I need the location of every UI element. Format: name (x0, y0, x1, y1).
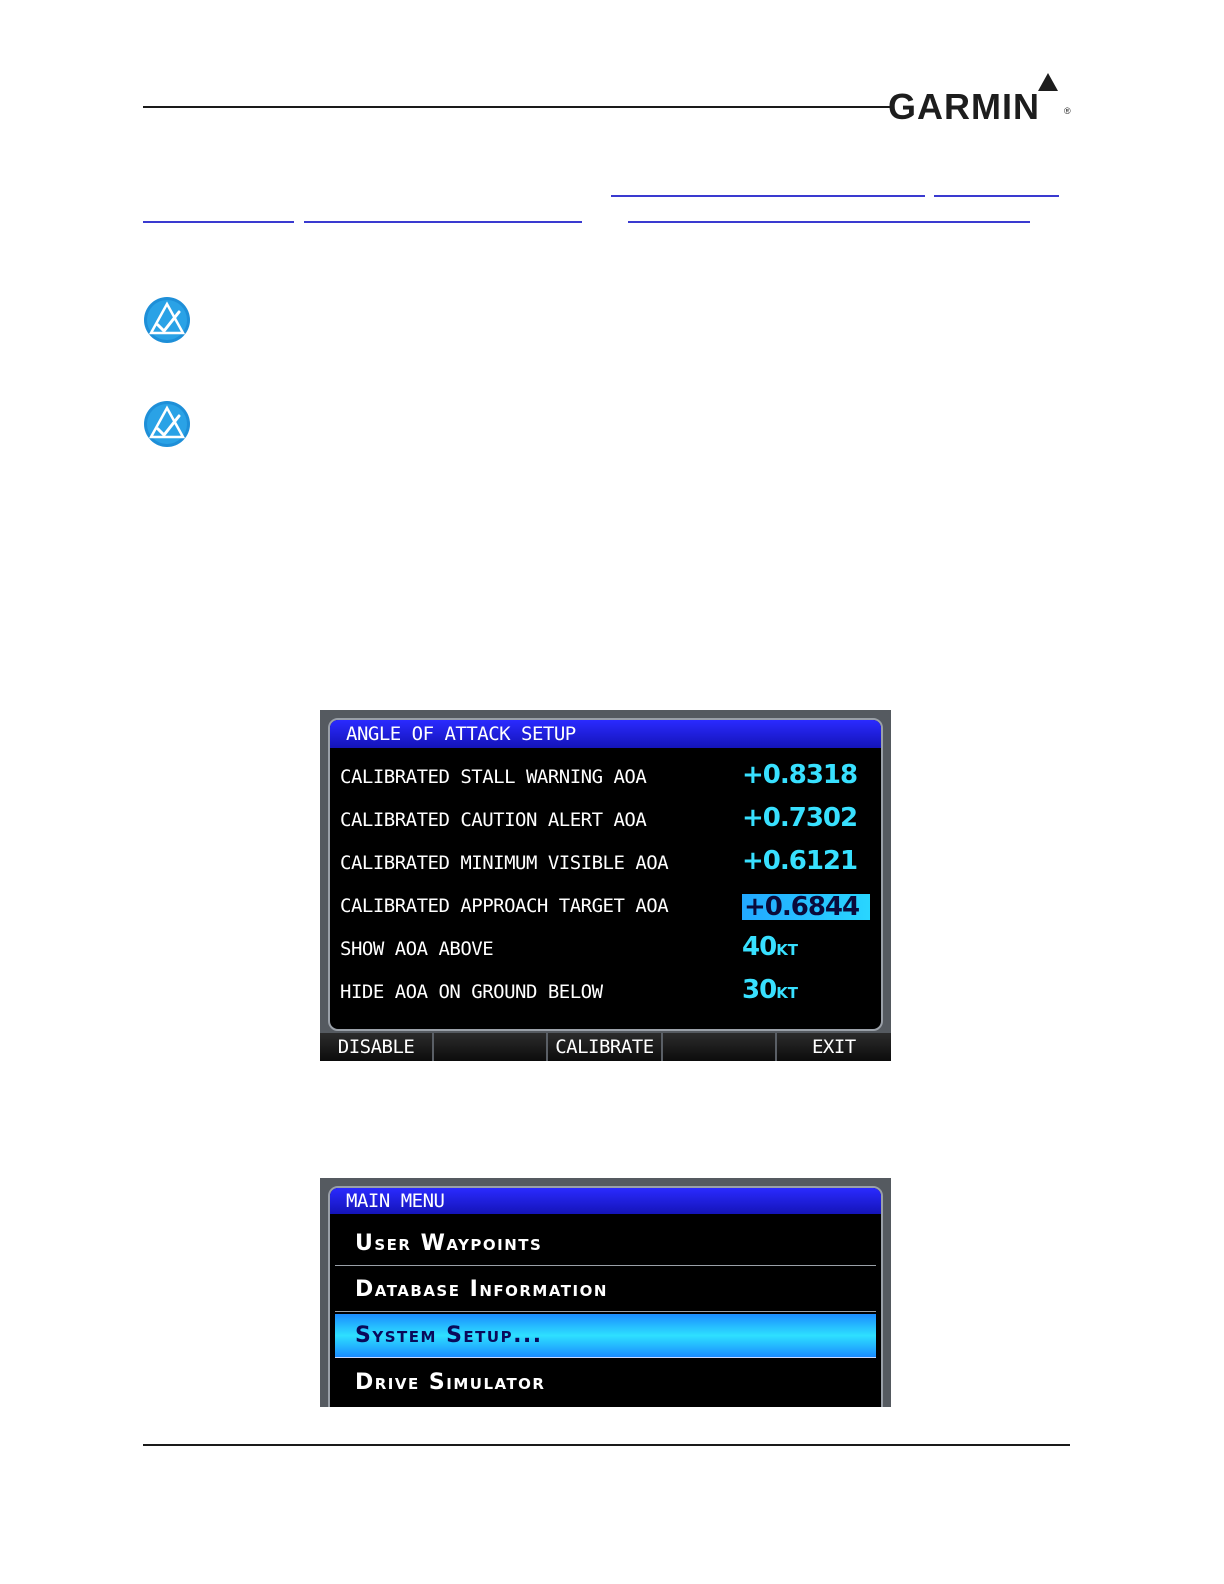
unit-label: KT (776, 941, 799, 959)
cross-reference-link-4[interactable] (304, 221, 582, 223)
brand-wordmark: GARMIN (888, 86, 1040, 127)
garmin-logo (888, 70, 1073, 126)
garmin-delta-icon (1037, 72, 1059, 92)
softkey-disable[interactable]: DISABLE (320, 1033, 434, 1061)
cross-reference-link-5[interactable] (628, 221, 1030, 223)
aoa-row-value-selected[interactable]: +0.6844 (742, 894, 870, 920)
menu-item-system-setup[interactable]: System Setup... (335, 1314, 876, 1358)
aoa-row-value[interactable]: +0.6121 (742, 846, 858, 876)
aoa-setup-panel (328, 718, 883, 1031)
aoa-row-label: SHOW AOA ABOVE (340, 938, 494, 960)
aoa-row-value[interactable]: 40KT (742, 932, 799, 962)
softkey-exit[interactable]: EXIT (777, 1033, 891, 1061)
menu-item-drive-simulator[interactable]: Drive Simulator (355, 1370, 546, 1395)
softkey-blank-2[interactable] (434, 1033, 548, 1061)
registered-mark: ® (1064, 106, 1071, 116)
aoa-row-value[interactable]: +0.8318 (742, 760, 858, 790)
softkey-bar (320, 1033, 891, 1061)
aoa-row-label: HIDE AOA ON GROUND BELOW (340, 981, 603, 1003)
aoa-row-approach-target[interactable] (340, 887, 875, 927)
main-menu-panel (328, 1186, 883, 1407)
menu-item-database-information[interactable]: Database Information (335, 1268, 876, 1312)
aoa-row-label: CALIBRATED APPROACH TARGET AOA (340, 895, 669, 917)
softkey-calibrate[interactable]: CALIBRATE (548, 1033, 662, 1061)
aoa-row-stall-warning[interactable] (340, 758, 875, 798)
cross-reference-link-1[interactable] (611, 195, 925, 197)
aoa-row-show-above[interactable] (340, 930, 875, 970)
cross-reference-link-2[interactable] (934, 195, 1059, 197)
cross-reference-link-3[interactable] (143, 221, 294, 223)
aoa-row-hide-on-ground[interactable] (340, 973, 875, 1013)
aoa-setup-screen (320, 710, 891, 1061)
main-menu-title: MAIN MENU (330, 1188, 881, 1214)
main-menu-screen (320, 1178, 891, 1407)
aoa-row-label: CALIBRATED CAUTION ALERT AOA (340, 809, 647, 831)
unit-label: KT (776, 984, 799, 1002)
aoa-row-value[interactable]: 30KT (742, 975, 799, 1005)
aoa-row-caution-alert[interactable] (340, 801, 875, 841)
note-check-icon (143, 400, 191, 448)
softkey-blank-4[interactable] (663, 1033, 777, 1061)
header-rule (143, 106, 891, 108)
aoa-row-value[interactable]: +0.7302 (742, 803, 858, 833)
aoa-row-minimum-visible[interactable] (340, 844, 875, 884)
aoa-setup-title: ANGLE OF ATTACK SETUP (330, 720, 881, 748)
aoa-row-label: CALIBRATED MINIMUM VISIBLE AOA (340, 852, 669, 874)
menu-item-user-waypoints[interactable]: User Waypoints (335, 1222, 876, 1266)
aoa-row-label: CALIBRATED STALL WARNING AOA (340, 766, 647, 788)
footer-rule (143, 1444, 1070, 1446)
note-check-icon (143, 296, 191, 344)
